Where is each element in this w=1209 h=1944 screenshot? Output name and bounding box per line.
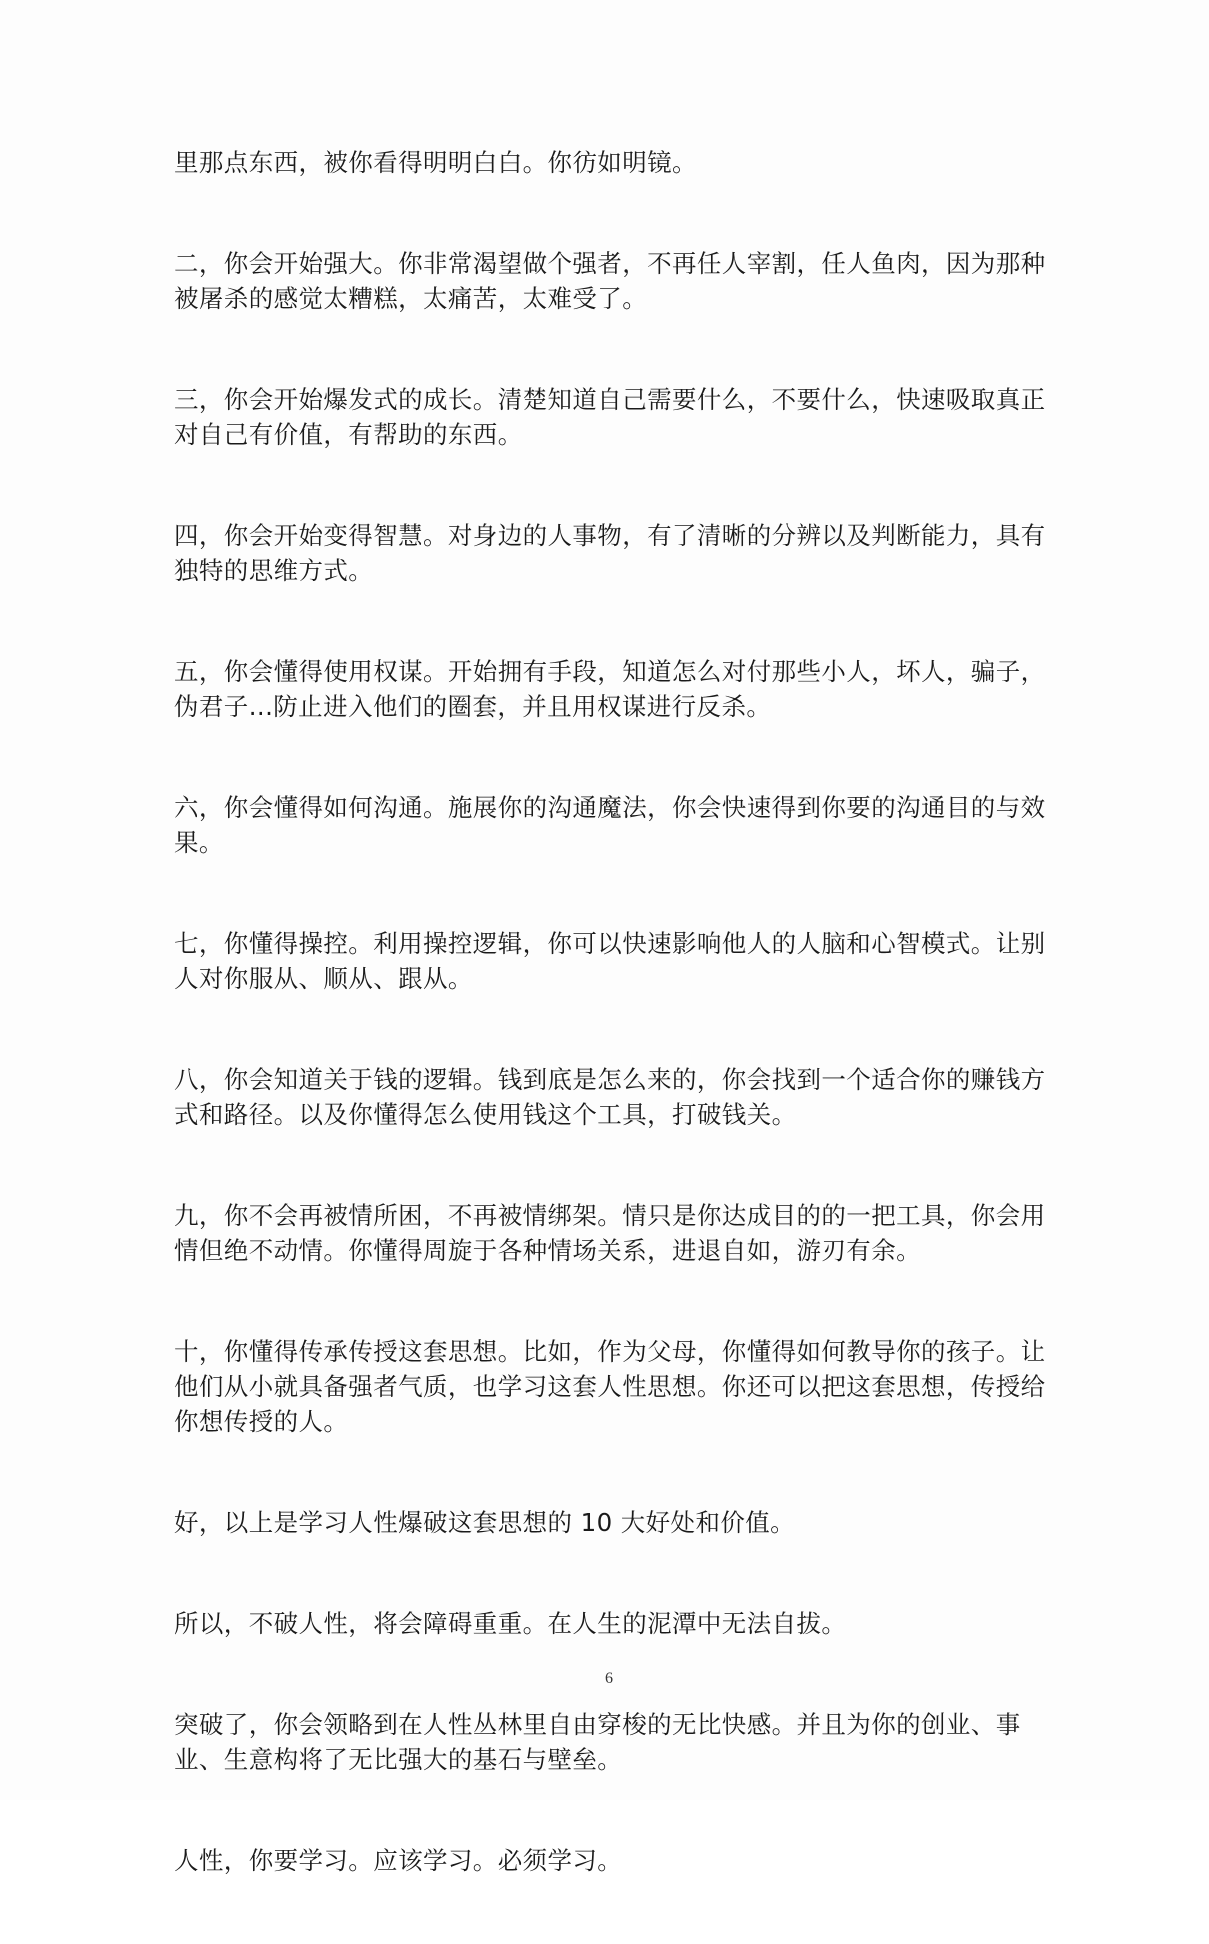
paragraph-point-10: 十，你懂得传承传授这套思想。比如，作为父母，你懂得如何教导你的孩子。让他们从小就具备强者气质，也学习这套人性思想。你还可以把这套思想，传授给你想传授的人。: [174, 1337, 1046, 1436]
paragraph-point-9: 九，你不会再被情所困，不再被情绑架。情只是你达成目的的一把工具，你会用情但绝不动情。你懂得周旋于各种情场关系，进退自如，游刃有余。: [174, 1201, 1046, 1265]
paragraph-point-5: 五，你会懂得使用权谋。开始拥有手段，知道怎么对付那些小人，坏人，骗子，伪君子...防止进入他们的圈套，并且用权谋进行反杀。: [174, 657, 1046, 721]
paragraph-breakthrough: 突破了，你会领略到在人性丛林里自由穿梭的无比快感。并且为你的创业、事业、生意构将了无比强大的基石与壁垒。: [174, 1710, 1021, 1774]
paragraph-conclusion: 人性，你要学习。应该学习。必须学习。: [174, 1846, 623, 1875]
paragraph-summary: 好，以上是学习人性爆破这套思想的 10 大好处和价值。: [174, 1508, 796, 1537]
paragraph-point-3: 三，你会开始爆发式的成长。清楚知道自己需要什么，不要什么，快速吸取真正对自己有价值，有帮助的东西。: [174, 385, 1046, 449]
paragraph-consequence: 所以，不破人性，将会障碍重重。在人生的泥潭中无法自拔。: [174, 1609, 847, 1638]
paragraph-point-7: 七，你懂得操控。利用操控逻辑，你可以快速影响他人的人脑和心智模式。让别人对你服从、顺从、跟从。: [174, 929, 1046, 993]
paragraph-point-4: 四，你会开始变得智慧。对身边的人事物，有了清晰的分辨以及判断能力，具有独特的思维方式。: [174, 521, 1046, 585]
paragraph-point-2: 二，你会开始强大。你非常渴望做个强者，不再任人宰割，任人鱼肉，因为那种被屠杀的感觉太糟糕，太痛苦，太难受了。: [174, 249, 1046, 313]
paragraph-point-8: 八，你会知道关于钱的逻辑。钱到底是怎么来的，你会找到一个适合你的赚钱方式和路径。以及你懂得怎么使用钱这个工具，打破钱关。: [174, 1065, 1046, 1129]
page-number: 6: [605, 1670, 613, 1687]
paragraph-point-6: 六，你会懂得如何沟通。施展你的沟通魔法，你会快速得到你要的沟通目的与效果。: [174, 793, 1046, 857]
paragraph-mirror: 里那点东西，被你看得明明白白。你彷如明镜。: [174, 148, 697, 177]
